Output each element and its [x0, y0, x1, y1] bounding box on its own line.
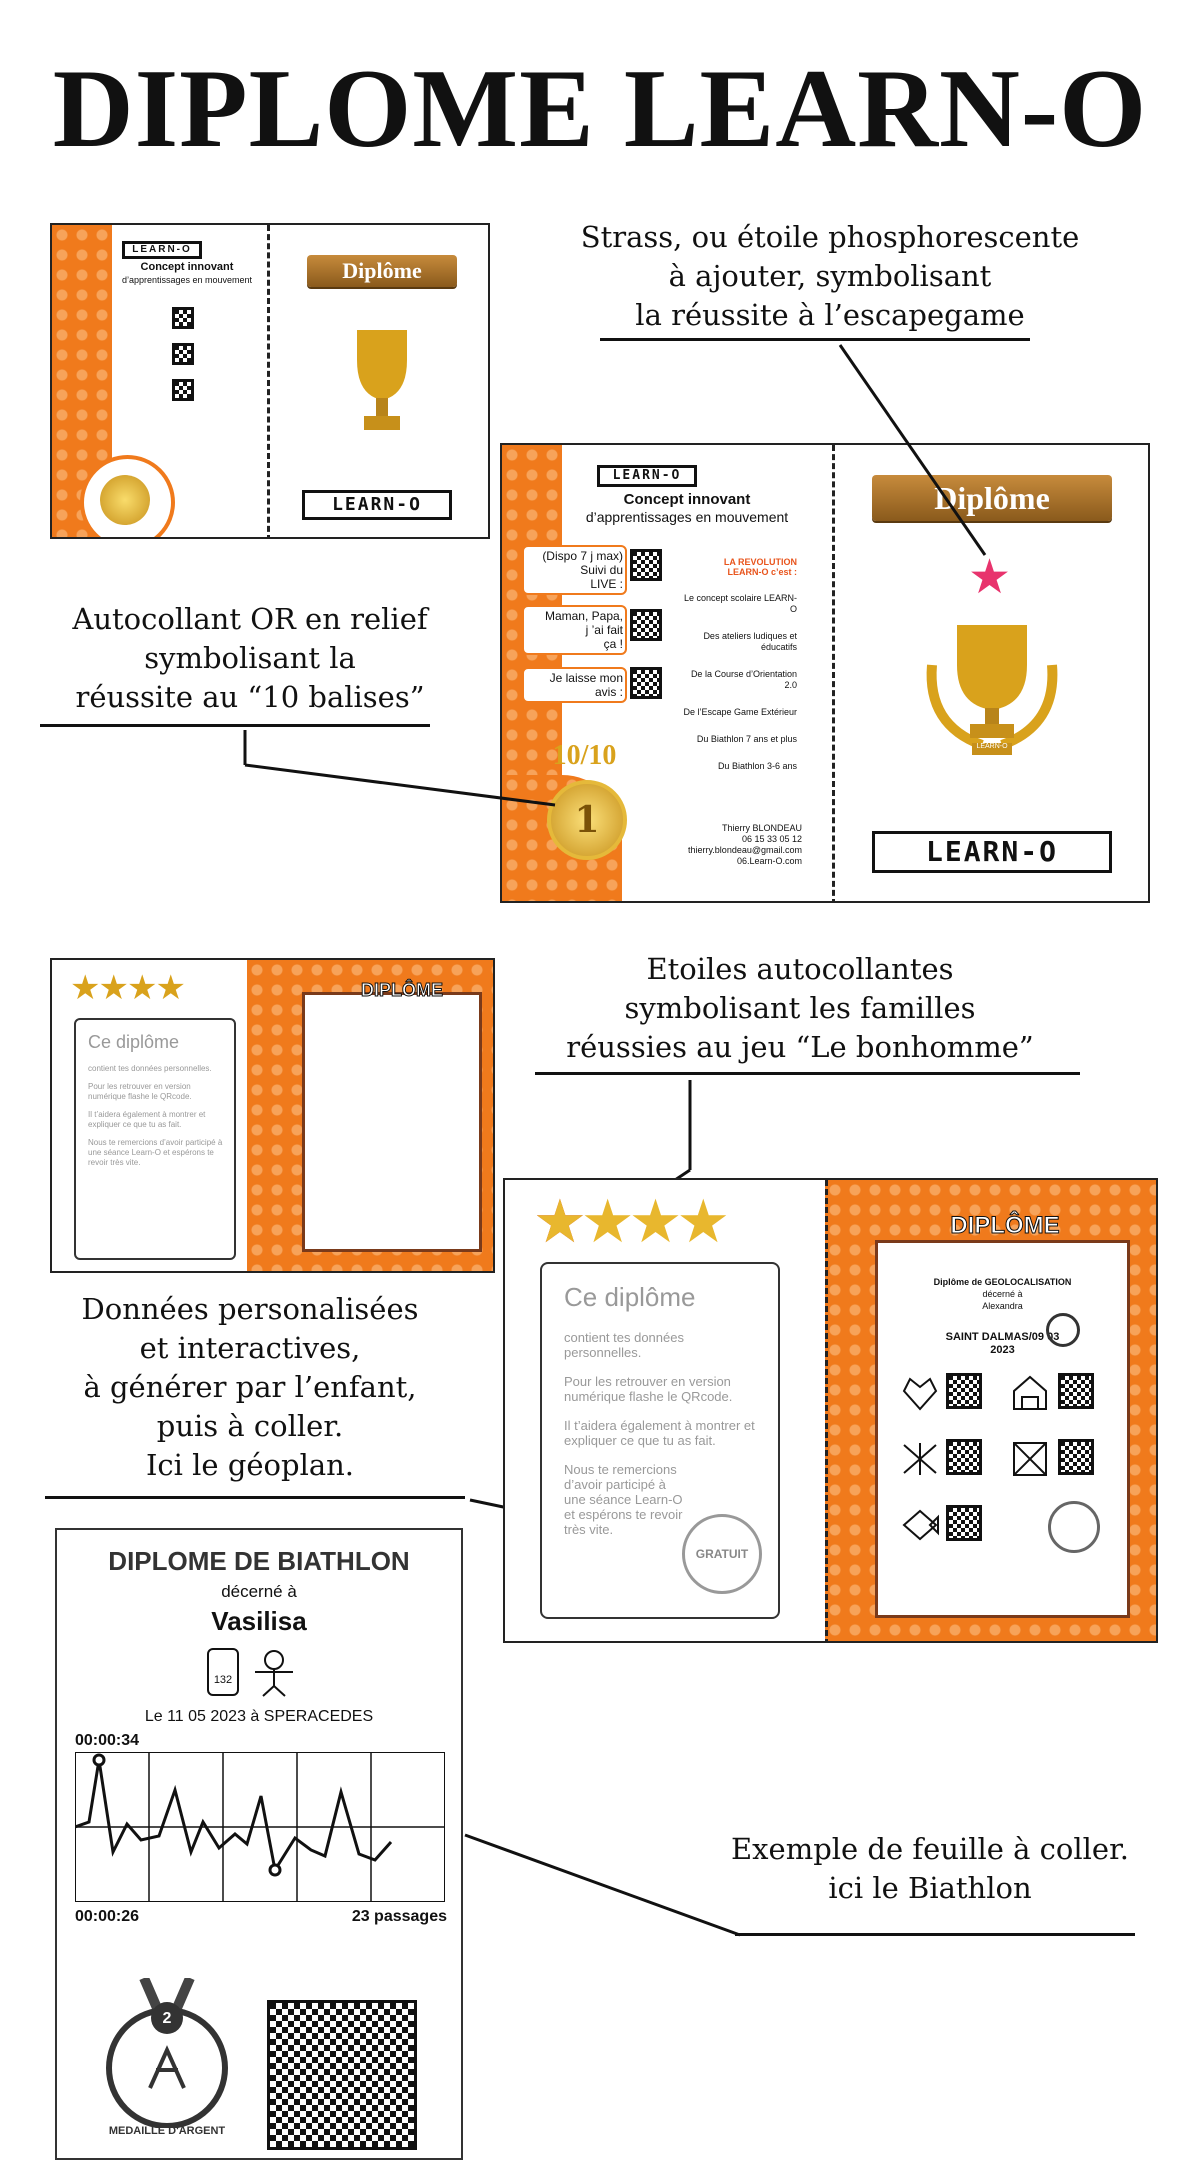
- medal-text: MEDAILLE D'ARGENT: [108, 2125, 226, 2137]
- logo: LEARN-O: [597, 465, 697, 487]
- character-icon: [249, 1648, 299, 1698]
- learn-o-logo: LEARN-O: [302, 490, 452, 520]
- biathlon-name: Vasilisa: [211, 1606, 307, 1636]
- diplome-banner: DIPLÔME: [950, 1212, 1060, 1239]
- biathlon-graph: [75, 1752, 445, 1902]
- inner-thumbnail: [50, 958, 495, 1273]
- concept-line-1: Concept innovant: [140, 261, 234, 273]
- revolution-list: Le concept scolaire LEARN-O Des ateliers ludiques et éducatifs De la Course d’Orientation 2.0 De l’Escape Game Extérieur Du Biathlon 7 ans et plus Du Biathlon 3-6 ans: [683, 593, 797, 771]
- diploma-frame: Diplôme de GEOLOCALISATION décerné à Alexandra SAINT DALMAS/09 03 2023: [875, 1240, 1130, 1618]
- diplome-ribbon: Diplôme: [307, 255, 457, 287]
- learn-o-logo: LEARN-O: [872, 831, 1112, 873]
- gratuit-stamp: GRATUIT: [682, 1514, 762, 1594]
- revolution-title: LA REVOLUTION LEARN-O c’est :: [723, 557, 797, 577]
- medal-number: 2: [162, 2010, 172, 2027]
- medal-icon: [1046, 1313, 1080, 1347]
- gold-medal-icon: 1: [547, 780, 627, 860]
- time-bottom: 00:00:26: [75, 1908, 140, 1925]
- silver-medal-icon: [102, 1978, 232, 2128]
- diplome-ribbon: Diplôme: [872, 475, 1112, 521]
- logo: LEARN-O: [122, 241, 202, 259]
- biathlon-sheet: [55, 1528, 463, 2160]
- annotation-autocollant: Autocollant OR en relief symbolisant la réussite au “10 balises”: [72, 602, 428, 714]
- annotation-etoiles: Etoiles autocollantes symbolisant les familles réussies au jeu “Le bonhomme”: [566, 952, 1034, 1064]
- diplome-banner: DIPLÔME: [360, 980, 443, 1000]
- biathlon-decerne: décerné à: [221, 1582, 297, 1601]
- qr-code[interactable]: [267, 2000, 417, 2150]
- blank-diploma-frame: [302, 992, 482, 1252]
- underline: [735, 1933, 1135, 1936]
- underline: [45, 1496, 465, 1499]
- geoplan-fish-icon: [900, 1505, 940, 1545]
- concept-line-1: Concept innovant: [623, 491, 751, 508]
- score-text: 10/10: [552, 740, 617, 771]
- dispo-block: (Dispo 7 j max) Suivi du LIVE :: [522, 545, 627, 595]
- avis-block: Je laisse mon avis :: [522, 667, 627, 703]
- geoplan-cross-icon: [1010, 1439, 1050, 1479]
- time-top: 00:00:34: [75, 1732, 140, 1749]
- passages-count: 23 passages: [351, 1908, 447, 1925]
- geoplan-house-icon: [1010, 1373, 1050, 1413]
- inner-diploma: [503, 1178, 1158, 1643]
- geoplan-heart-icon: [900, 1373, 940, 1413]
- star-stickers: ★★★★: [70, 968, 184, 1008]
- info-panel: Ce diplôme contient tes données personnelles. Pour les retrouver en version numérique flashe le QRcode. Il t’aidera également à montrer et expliquer ce que tu as fait. Nous te remercions d’avoir participé à une séance Learn-O et espérons te revoir très vite.: [74, 1018, 236, 1260]
- biathlon-title: DIPLOME DE BIATHLON: [108, 1546, 410, 1576]
- maman-block: Maman, Papa, j ’ai fait ça !: [522, 605, 627, 655]
- page-title: DIPLOME LEARN-O: [52, 47, 1148, 171]
- annotation-donnees: Données personalisées et interactives, à générer par l’enfant, puis à coller. Ici le géoplan.: [81, 1292, 419, 1482]
- concept-line-2: d’apprentissages en mouvement: [585, 509, 789, 525]
- bib-icon: 132: [207, 1648, 239, 1696]
- gratuit-stamp-icon: [1048, 1501, 1100, 1553]
- underline: [535, 1072, 1080, 1075]
- pink-star-icon: ★: [968, 549, 1012, 605]
- biathlon-date-place: Le 11 05 2023 à SPERACEDES: [144, 1708, 374, 1725]
- trophy-plate: LEARN-O: [972, 743, 1012, 755]
- concept-line-2: d’apprentissages en mouvement: [121, 275, 253, 285]
- annotation-strass: Strass, ou étoile phosphorescente à ajouter, symbolisant la réussite à l’escapegame: [580, 220, 1080, 332]
- contact-block: Thierry BLONDEAU 06 15 33 05 12 thierry.blondeau@gmail.com 06.Learn-O.com: [687, 823, 802, 866]
- info-panel: Ce diplôme contient tes données personnelles. Pour les retrouver en version numérique flashe le QRcode. Il t’aidera également à montrer et expliquer ce que tu as fait. Nous te remercions d’avoir participé à une séance Learn-O et espérons te revoir très vite. GRATUIT: [540, 1262, 780, 1619]
- star-number: 4: [732, 1210, 742, 1226]
- star-stickers: ★★★★: [533, 1187, 725, 1257]
- geoplan-butterfly-icon: [900, 1439, 940, 1479]
- annotation-exemple: Exemple de feuille à coller. ici le Biathlon: [731, 1832, 1129, 1905]
